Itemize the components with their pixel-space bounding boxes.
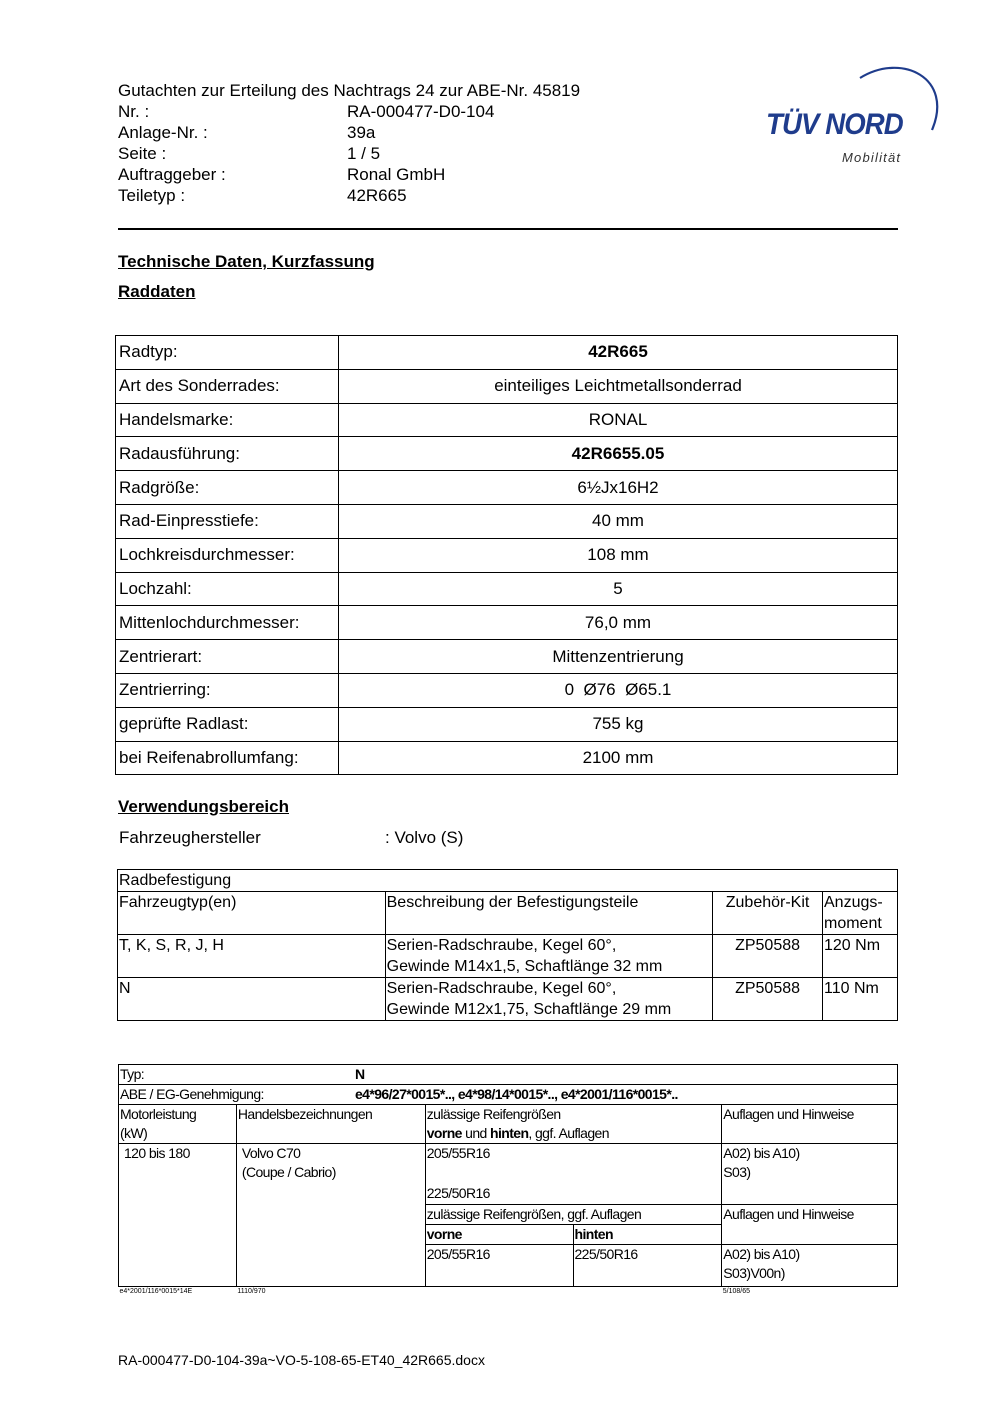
table-row [116, 606, 898, 640]
column-header-notes: Auflagen und Hinweise [722, 1105, 898, 1144]
table-row [116, 504, 898, 538]
manufacturer-label: Fahrzeughersteller [119, 828, 261, 847]
table-row [119, 1065, 898, 1085]
notes-cell [722, 1144, 898, 1205]
kit-cell: ZP50588 [713, 935, 823, 978]
description-line: Serien-Radschraube, Kegel 60°, [386, 980, 617, 997]
tire-size-cell [425, 1144, 722, 1205]
header-value: RA-000477-D0-104 [347, 102, 495, 121]
wheel-data-value: 5 [339, 572, 898, 606]
wheel-data-value: 42R665 [339, 336, 898, 370]
wheel-data-value: 0 Ø76 Ø65.1 [339, 673, 898, 707]
table-row [116, 538, 898, 572]
rear-tire-cell: 225/50R16 [573, 1245, 722, 1287]
column-header-power [119, 1105, 237, 1144]
section-title-technical-data: Technische Daten, Kurzfassung [118, 252, 375, 271]
front-label: vorne [426, 1125, 462, 1141]
torque-header-line: moment [824, 915, 882, 932]
conditions-label: , ggf. Auflagen [528, 1125, 609, 1141]
section-title-usage: Verwendungsbereich [118, 797, 289, 816]
vehicle-approval-table [118, 1064, 898, 1296]
column-header-trade-names: Handelsbezeichnungen [236, 1105, 425, 1144]
wheel-data-value: 2100 mm [339, 741, 898, 775]
document-footer: RA-000477-D0-104-39a~VO-5-108-65-ET40_42R665.docx [118, 1352, 485, 1368]
type-label: Typ: [120, 1066, 145, 1082]
table-row [118, 935, 898, 978]
wheel-fixing-table [117, 869, 898, 1021]
column-header-kit: Zubehör-Kit [713, 892, 823, 935]
torque-header-line: Anzugs- [824, 894, 883, 911]
rear-header: hinten [573, 1225, 722, 1245]
notes-line: A02) bis A10) [723, 1246, 800, 1262]
header-value: 42R665 [347, 186, 407, 205]
wheel-data-label: bei Reifenabrollumfang: [116, 741, 339, 775]
tire-size: 205/55R16 [426, 1145, 490, 1161]
column-header-torque [823, 892, 898, 935]
wheel-data-value: 6½Jx16H2 [339, 471, 898, 505]
approval-value: e4*96/27*0015*.., e4*98/14*0015*.., e4*2001/116*0015*.. [355, 1086, 678, 1102]
document-title: Gutachten zur Erteilung des Nachtrags 24 zur ABE-Nr. 45819 [118, 81, 581, 100]
footnote-cell [573, 1287, 722, 1297]
footnote-cell: e4*2001/116*0015*14E [119, 1288, 193, 1295]
mixed-tires-header: zulässige Reifengrößen, ggf. Auflagen [425, 1205, 722, 1225]
wheel-data-label: Handelsmarke: [116, 403, 339, 437]
description-line: Serien-Radschraube, Kegel 60°, [386, 937, 617, 954]
footnote-cell: 5/108/65 [722, 1288, 751, 1295]
column-header-description: Beschreibung der Befestigungsteile [385, 892, 712, 935]
footnote-cell [425, 1287, 573, 1297]
logo-text: TÜV NORD [766, 108, 903, 141]
tire-size: 225/50R16 [426, 1185, 490, 1201]
spacer [427, 1163, 721, 1184]
notes-line: S03)V00n) [723, 1265, 785, 1281]
approval-label: ABE / EG-Genehmigung: [120, 1086, 264, 1102]
wheel-data-label: Art des Sonderrades: [116, 369, 339, 403]
table-row [116, 673, 898, 707]
wheel-data-label: Lochzahl: [116, 572, 339, 606]
vehicle-types-cell: T, K, S, R, J, H [118, 935, 386, 978]
header-label: Nr. : [118, 102, 150, 121]
front-tire-cell: 205/55R16 [425, 1245, 573, 1287]
table-row [116, 336, 898, 370]
wheel-data-label: Zentrierart: [116, 640, 339, 674]
approval-cell [119, 1085, 898, 1105]
tire-header-line: zulässige Reifengrößen [426, 1106, 561, 1122]
trade-name-line: (Coupe / Cabrio) [241, 1164, 336, 1180]
wheel-data-value: Mittenzentrierung [339, 640, 898, 674]
header-label: Teiletyp : [118, 186, 186, 205]
table-row [118, 978, 898, 1021]
vehicle-types-cell: N [118, 978, 386, 1021]
table-row [116, 707, 898, 741]
wheel-data-label: Radgröße: [116, 471, 339, 505]
header-label: Auftraggeber : [118, 165, 226, 184]
wheel-data-value: 40 mm [339, 504, 898, 538]
header-label: Anlage-Nr. : [118, 123, 208, 142]
table-row [119, 1085, 898, 1105]
table-header-row [119, 1105, 898, 1144]
kit-cell: ZP50588 [713, 978, 823, 1021]
table-row [116, 572, 898, 606]
description-cell [385, 935, 712, 978]
power-header-line: (kW) [120, 1125, 148, 1141]
table-row [116, 437, 898, 471]
wheel-data-value: RONAL [339, 403, 898, 437]
wheel-data-label: Zentrierring: [116, 673, 339, 707]
description-line: Gewinde M14x1,5, Schaftlänge 32 mm [386, 958, 663, 975]
manufacturer-value: : Volvo (S) [385, 828, 464, 847]
torque-cell: 110 Nm [823, 978, 898, 1021]
logo-subtitle: Mobilität [842, 150, 902, 165]
type-cell [119, 1065, 898, 1085]
table-row [119, 1144, 898, 1205]
wheel-data-value: einteiliges Leichtmetallsonderrad [339, 369, 898, 403]
header-row [118, 185, 898, 206]
vehicle-manufacturer [119, 828, 464, 848]
description-line: Gewinde M12x1,75, Schaftlänge 29 mm [386, 1001, 672, 1018]
front-header: vorne [425, 1225, 573, 1245]
footnote-cell: 1110/970 [237, 1288, 266, 1295]
notes-cell [722, 1245, 898, 1287]
wheel-data-label: Mittenlochdurchmesser: [116, 606, 339, 640]
wheel-data-label: geprüfte Radlast: [116, 707, 339, 741]
wheel-data-value: 755 kg [339, 707, 898, 741]
header-divider [118, 228, 898, 230]
notes-header-2: Auflagen und Hinweise [722, 1205, 898, 1225]
table-row [116, 741, 898, 775]
torque-cell: 120 Nm [823, 935, 898, 978]
wheel-data-label: Lochkreisdurchmesser: [116, 538, 339, 572]
and-label: und [461, 1125, 490, 1141]
column-header-tire-sizes [425, 1105, 722, 1144]
wheel-data-value: 42R6655.05 [339, 437, 898, 471]
trade-name-cell [236, 1144, 425, 1287]
empty-cell [722, 1225, 898, 1245]
table-row [116, 640, 898, 674]
notes-line: A02) bis A10) [723, 1145, 800, 1161]
wheel-data-value: 108 mm [339, 538, 898, 572]
column-header-vehicle-types: Fahrzeugtyp(en) [118, 892, 386, 935]
table-header-row [118, 892, 898, 935]
header-value: Ronal GmbH [347, 165, 446, 184]
wheel-data-label: Radausführung: [116, 437, 339, 471]
power-header-line: Motorleistung [120, 1106, 197, 1122]
description-cell [385, 978, 712, 1021]
header-value: 39a [347, 123, 376, 142]
trade-name-line: Volvo C70 [241, 1145, 301, 1161]
table-row [116, 403, 898, 437]
wheel-data-table [115, 335, 898, 775]
tuv-nord-logo [762, 58, 942, 170]
wheel-data-label: Rad-Einpresstiefe: [116, 504, 339, 538]
fixing-table-title: Radbefestigung [118, 870, 898, 892]
table-footnote-row [119, 1287, 898, 1297]
power-cell: 120 bis 180 [119, 1144, 237, 1287]
header-label: Seite : [118, 144, 167, 163]
wheel-data-value: 76,0 mm [339, 606, 898, 640]
wheel-data-label: Radtyp: [116, 336, 339, 370]
notes-line: S03) [723, 1164, 751, 1180]
table-row [116, 369, 898, 403]
header-value: 1 / 5 [347, 144, 381, 163]
type-value: N [355, 1066, 365, 1082]
section-title-wheel-data: Raddaten [118, 282, 196, 301]
table-row [116, 471, 898, 505]
table-row [118, 870, 898, 892]
tire-header-line [427, 1124, 721, 1143]
rear-label: hinten [490, 1125, 529, 1141]
